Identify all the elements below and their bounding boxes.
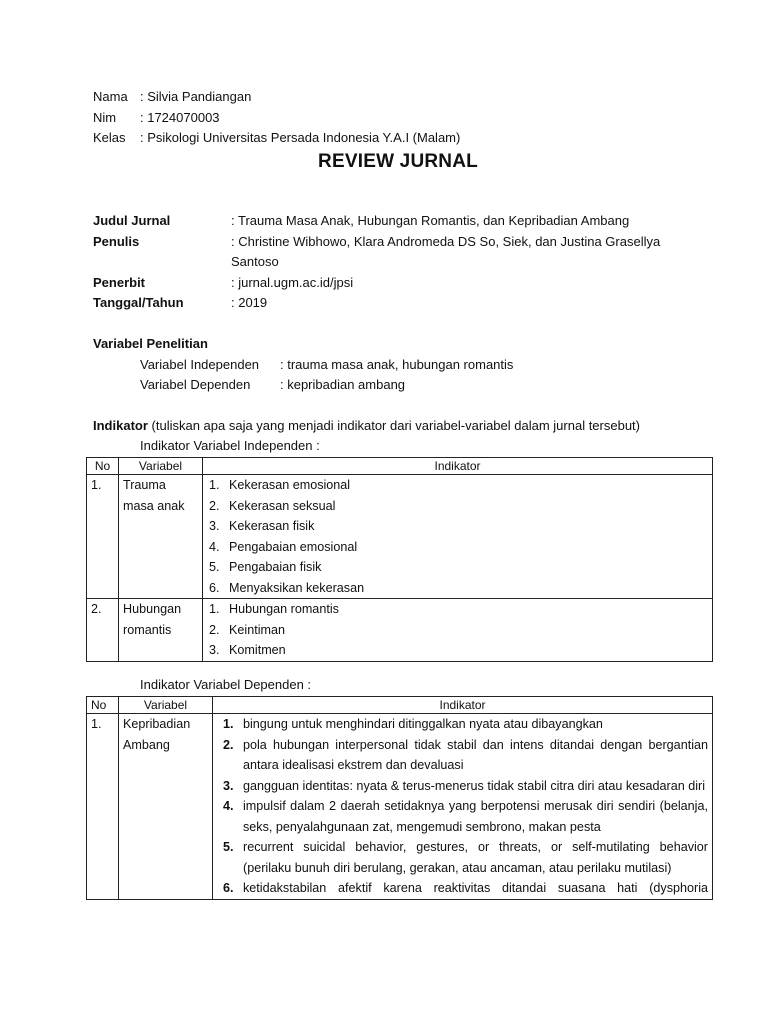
list-item: 3. gangguan identitas: nyata & terus-menerus tidak stabil citra diri atau kesadaran diri <box>223 778 706 793</box>
list-item: 6. Menyaksikan kekerasan <box>209 580 365 595</box>
list-item: 3. Komitmen <box>209 643 286 657</box>
table-indikator-dependen <box>86 696 713 900</box>
variabel-independen-label: Variabel Independen <box>140 357 260 372</box>
list-item: 1. Kekerasan emosional <box>209 478 351 492</box>
penulis-label: Penulis <box>93 234 140 249</box>
penulis-value: : Christine Wibhowo, Klara Andromeda DS So, Siek, dan Justina Grasellya <box>231 234 661 249</box>
list-item: 3. Kekerasan fisik <box>209 519 315 533</box>
tanggal-label: Tanggal/Tahun <box>93 295 184 310</box>
list-item: 2. Keintiman <box>209 622 286 637</box>
list-item: 6. ketidakstabilan afektif karena reaktivitas ditandai suasana hati (dysphoria <box>223 881 708 895</box>
nama-label: Nama <box>93 89 128 104</box>
kelas-value: : Psikologi Universitas Persada Indonesia Y.A.I (Malam) <box>140 130 461 145</box>
indikator-dependen-caption: Indikator Variabel Dependen : <box>140 677 312 692</box>
table-indikator-independen <box>86 457 713 662</box>
list-item: 4. Pengabaian emosional <box>209 539 358 554</box>
indikator-list <box>207 599 708 661</box>
variabel-line: romantis <box>123 622 172 637</box>
indikator-list <box>221 714 708 899</box>
indikator-heading-bold: Indikator <box>93 418 148 433</box>
indikator-list <box>207 475 708 598</box>
kelas-label: Kelas <box>93 130 126 145</box>
col-no: No <box>87 458 119 475</box>
list-item: 1. bingung untuk menghindari ditinggalkan nyata atau dibayangkan <box>223 717 603 731</box>
col-indikator: Indikator <box>213 697 713 714</box>
indikator-independen-caption: Indikator Variabel Independen : <box>140 438 320 453</box>
judul-label: Judul Jurnal <box>93 213 171 228</box>
indikator-heading-note: (tuliskan apa saja yang menjadi indikator dari variabel-variabel dalam jurnal tersebut) <box>147 418 640 433</box>
col-variabel: Variabel <box>119 697 213 714</box>
variabel-line: Trauma <box>123 478 166 492</box>
penulis-value-cont: Santoso <box>231 254 279 269</box>
list-item: 2. Kekerasan seksual <box>209 498 336 513</box>
variabel-independen-value: : trauma masa anak, hubungan romantis <box>280 357 514 372</box>
penerbit-label: Penerbit <box>93 275 146 290</box>
table-row <box>87 599 713 662</box>
variabel-line: Kepribadian <box>123 717 191 731</box>
table-row <box>87 475 713 599</box>
indikator-heading <box>93 416 640 436</box>
col-variabel: Variabel <box>119 458 203 475</box>
page-title: REVIEW JURNAL <box>318 151 478 172</box>
nim-value: : 1724070003 <box>140 110 220 125</box>
variabel-line: Hubungan <box>123 602 182 616</box>
list-item: 2. pola hubungan interpersonal tidak stabil dan intens ditandai dengan bergantian antara idealisasi ekstrem dan devaluasi <box>223 737 708 772</box>
penerbit-value: : jurnal.ugm.ac.id/jpsi <box>231 275 354 290</box>
judul-value: : Trauma Masa Anak, Hubungan Romantis, dan Kepribadian Ambang <box>231 213 630 228</box>
variabel-dependen-label: Variabel Dependen <box>140 377 251 392</box>
row-no: 1. <box>87 475 119 599</box>
variabel-dependen-value: : kepribadian ambang <box>280 377 406 392</box>
row-indikator <box>203 599 713 662</box>
variabel-line: Ambang <box>123 737 170 752</box>
row-no: 2. <box>87 599 119 662</box>
tanggal-value: : 2019 <box>231 295 268 310</box>
row-indikator <box>203 475 713 599</box>
list-item: 5. Pengabaian fisik <box>209 560 322 574</box>
table-row <box>87 714 713 900</box>
row-variabel <box>119 714 213 900</box>
table-header-row <box>87 458 713 475</box>
row-variabel <box>119 599 203 662</box>
col-indikator: Indikator <box>203 458 713 475</box>
row-no: 1. <box>87 714 119 900</box>
col-no: No <box>87 697 119 714</box>
list-item: 5. recurrent suicidal behavior, gestures, or threats, or self-mutilating behavior (perilaku bunuh diri berulang, gerakan, atau ancaman, atau perilaku mutilasi) <box>223 840 708 875</box>
variabel-heading: Variabel Penelitian <box>93 336 208 351</box>
row-variabel <box>119 475 203 599</box>
nim-label: Nim <box>93 110 117 125</box>
table-header-row <box>87 697 713 714</box>
variabel-line: masa anak <box>123 498 185 513</box>
nama-value: : Silvia Pandiangan <box>140 89 252 104</box>
list-item: 4. impulsif dalam 2 daerah setidaknya yang berpotensi merusak diri sendiri (belanja, seks, penyalahgunaan zat, mengemudi sembrono, makan pesta <box>223 799 708 834</box>
list-item: 1. Hubungan romantis <box>209 602 339 616</box>
row-indikator <box>213 714 713 900</box>
